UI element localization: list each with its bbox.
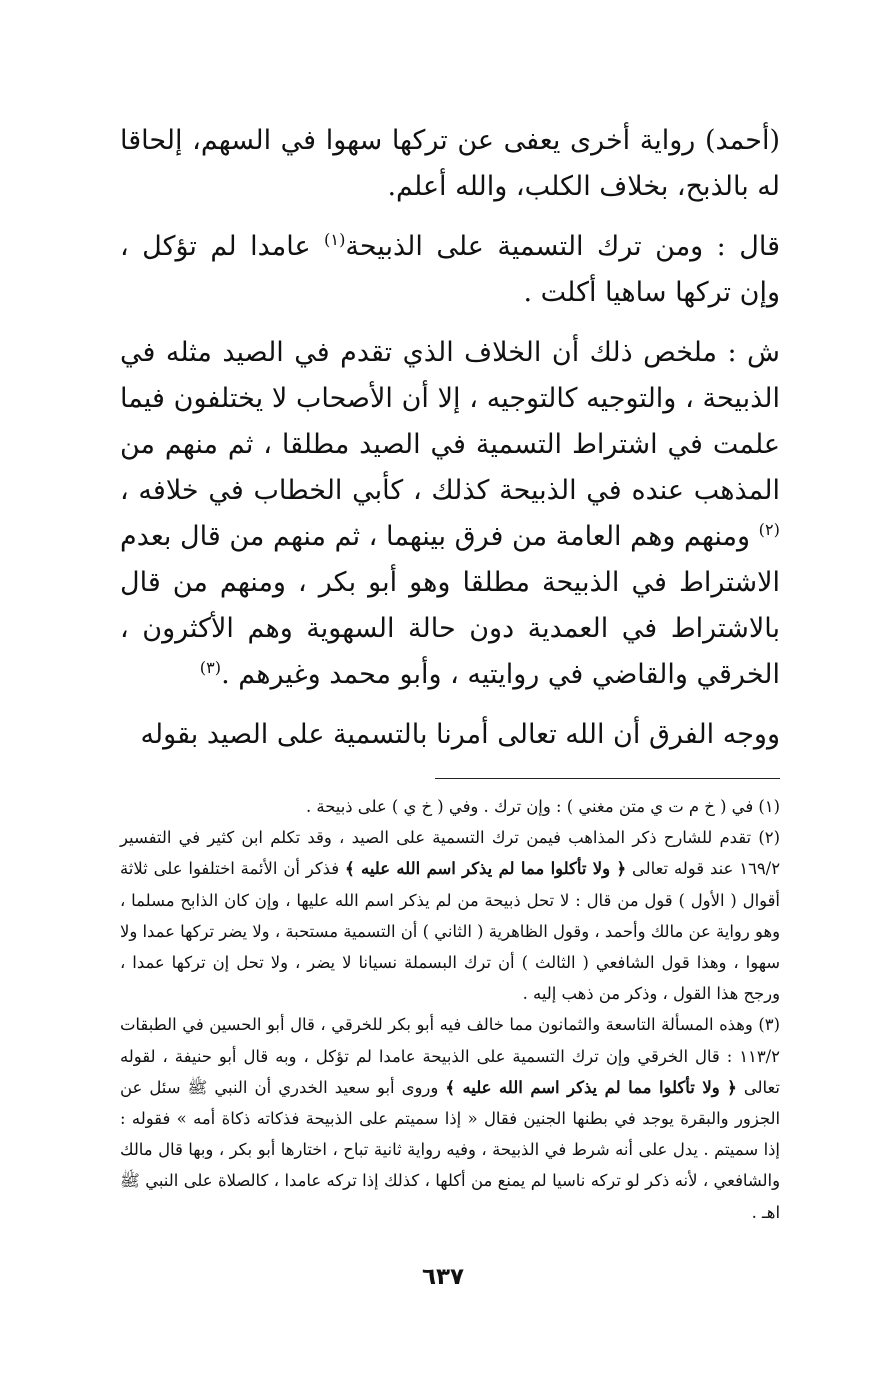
footnote-2-quran-verse: ﴿ ولا تأكلوا مما لم يذكر اسم الله عليه ﴾: [345, 859, 627, 879]
footnote-1: (١) في ( خ م ت ي متن مغني ) : وإن ترك . وفي ( خ ي ) على ذبيحة .: [305, 797, 780, 816]
paragraph-2: [120, 224, 780, 316]
page-body: [120, 118, 780, 1228]
footnote-divider: [435, 778, 780, 779]
paragraph-2-text-b: عامدا لم تؤكل ، وإن تركها ساهيا أكلت .: [120, 231, 780, 308]
footnote-3-text-b: وروى أبو سعيد الخدري أن النبي ﷺ سئل عن الجزور والبقرة يوجد في بطنها الجنين فقال « إذا سميتم على الذبيحة فذكاته ذكاة أمه » فقوله : إذا سميتم . يدل على أنه شرط في الذبيحة ، وفيه رواية ثانية تباح ، اختارها أبو بكر ، وبها قال مالك والشافعي ، لأنه ذكر لو تركه ناسيا لم يمنع من أكلها ، كذلك إذا تركه عامدا ، كالصلاة على النبي ﷺ اهـ .: [120, 1077, 780, 1222]
paragraph-2-text-a: قال : ومن ترك التسمية على الذبيحة: [345, 231, 780, 262]
paragraph-4: ووجه الفرق أن الله تعالى أمرنا بالتسمية على الصيد بقوله: [140, 719, 780, 750]
footnote-2-text-b: فذكر أن الأئمة اختلفوا على ثلاثة أقوال ( الأول ) قول من قال : لا تحل ذبيحة من لم يذكر اسم الله عليها ، وإن كان الذابح مسلما ، وهو رواية عن مالك وأحمد ، وقول الظاهرية ( الثاني ) أن التسمية مستحبة ، ولا يضر تركها عمدا ولا سهوا ، وهذا قول الشافعي ( الثالث ) أن ترك البسملة نسيانا لا يضر ، ولا تحل إن تركها عمدا ، ورجح هذا القول ، وذكر من ذهب إليه .: [120, 859, 780, 1004]
paragraph-1: (أحمد) رواية أخرى يعفى عن تركها سهوا في السهم، إلحاقا له بالذبح، بخلاف الكلب، والله أعلم.: [120, 125, 780, 202]
footnote-2-text-a: (٢) تقدم للشارح ذكر المذاهب فيمن ترك التسمية على الصيد ، وقد تكلم ابن كثير في التفسير ١٦٩/٢ عند قوله تعالى: [120, 828, 781, 879]
footnote-2: [120, 822, 780, 1009]
footnote-ref-1: (١): [324, 230, 346, 249]
footnote-3-text-a: (٣) وهذه المسألة التاسعة والثمانون مما خالف فيه أبو بكر للخرقي ، قال أبو الحسين في الطبقات ١١٣/٢ : قال الخرقي وإن ترك التسمية على الذبيحة عامدا لم تؤكل ، وبه قال أبو حنيفة ، لقوله تعالى: [120, 1015, 780, 1097]
footnotes: [120, 791, 780, 1228]
footnote-ref-3: (٣): [199, 658, 222, 677]
paragraph-3-text-a: ش : ملخص ذلك أن الخلاف الذي تقدم في الصيد مثله في الذبيحة ، والتوجيه كالتوجيه ، إلا أن الأصحاب لا يختلفون فيما علمت في اشتراط التسمية في الصيد مطلقا ، ثم منهم من المذهب عنده في الذبيحة كذلك ، كأبي الخطاب في خلافه ،: [120, 337, 780, 506]
footnote-ref-2: (٢): [758, 520, 780, 539]
paragraph-3-text-b: ومنهم وهم العامة من فرق بينهما ، ثم منهم من قال بعدم الاشتراط في الذبيحة مطلقا وهو أبو بكر ، ومنهم من قال بالاشتراط في العمدية دون حالة السهوية وهم الأكثرون ، الخرقي والقاضي في روايتيه ، وأبو محمد وغيرهم .: [120, 521, 780, 690]
paragraph-3: [120, 330, 780, 698]
footnote-3: [120, 1009, 780, 1227]
footnote-3-quran-verse: ﴿ ولا تأكلوا مما لم يذكر اسم الله عليه ﴾: [445, 1077, 737, 1097]
page-number: ٦٣٧: [421, 1264, 465, 1290]
main-text: [120, 118, 780, 758]
